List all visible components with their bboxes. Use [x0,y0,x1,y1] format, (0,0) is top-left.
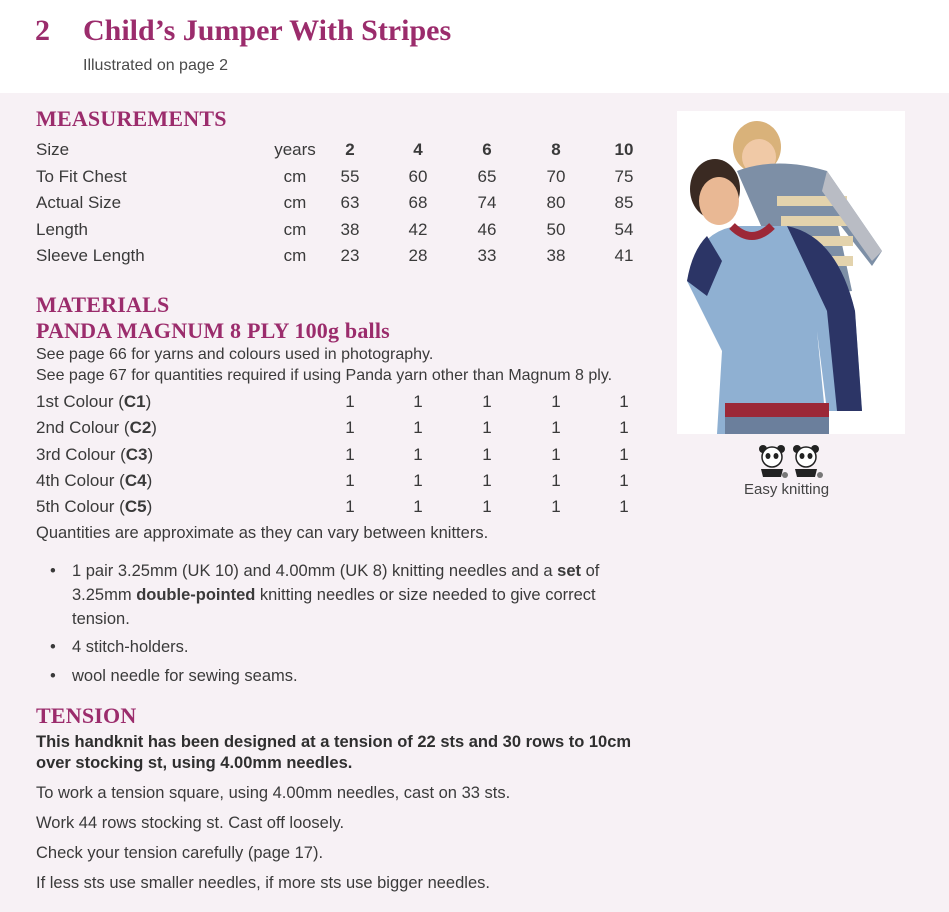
cell: 1 [345,418,355,437]
yarn-note: See page 67 for quantities required if using Panda yarn other than Magnum 8 ply. [36,367,613,384]
cell: 1 [482,418,492,437]
cell: 1 [413,418,423,437]
cell: 54 [614,220,634,239]
list-item [50,664,650,688]
tension-line: If less sts use smaller needles, if more sts use bigger needles. [36,874,490,892]
table-row [0,193,660,217]
row-label: Size [36,140,70,159]
cell: 23 [340,246,360,265]
cell: 68 [408,193,428,212]
table-row [0,246,660,270]
cell: 1 [551,497,561,516]
row-unit: cm [283,220,307,239]
table-row [0,392,660,416]
cell: 1 [551,392,561,411]
yarn-note: See page 66 for yarns and colours used in photography. [36,346,434,363]
list-item [50,635,650,659]
table-row [0,471,660,495]
photo-illustration [677,111,905,434]
cell: 41 [614,246,634,265]
easy-knitting-panda-icons [755,443,825,479]
row-unit: cm [283,193,307,212]
list-item-text: 1 pair 3.25mm (UK 10) and 4.00mm (UK 8) knitting needles and a set of 3.25mm double-pointed knitting needles or size needed to give correct tension. [72,562,600,628]
tension-heading: TENSION [36,703,137,728]
row-label: To Fit Chest [36,167,127,186]
page-title: Child’s Jumper With Stripes [83,14,452,47]
list-item [50,559,650,631]
cell: 70 [546,167,566,186]
row-unit: cm [283,167,307,186]
cell: 4 [413,140,423,159]
cell: 1 [482,445,492,464]
bullet-icon: • [50,638,56,656]
tension-summary: This handknit has been designed at a tension of 22 sts and 30 rows to 10cm over stocking st, using 4.00mm needles. [36,733,632,772]
cell: 2 [345,140,355,159]
cell: 63 [340,193,360,212]
cell: 38 [340,220,360,239]
cell: 33 [477,246,497,265]
row-label: 3rd Colour (C3) [36,445,154,464]
cell: 80 [546,193,566,212]
cell: 46 [477,220,497,239]
list-item-text: wool needle for sewing seams. [72,667,298,685]
cell: 1 [413,471,423,490]
cell: 1 [619,392,629,411]
cell: 8 [551,140,561,159]
cell: 1 [619,418,629,437]
cell: 1 [482,471,492,490]
table-row [0,167,660,191]
cell: 1 [482,392,492,411]
cell: 1 [345,392,355,411]
cell: 1 [619,445,629,464]
cell: 1 [482,497,492,516]
bullet-icon: • [50,667,56,685]
panda-icon [755,443,825,479]
cell: 55 [340,167,360,186]
cell: 1 [413,392,423,411]
bullet-icon: • [50,562,56,580]
cell: 1 [345,445,355,464]
table-row [0,445,660,469]
row-label: 2nd Colour (C2) [36,418,157,437]
cell: 1 [551,471,561,490]
cell: 1 [345,471,355,490]
cell: 50 [546,220,566,239]
page-header [0,0,949,93]
materials-heading: MATERIALS [36,292,170,317]
cell: 6 [482,140,492,159]
cell: 1 [551,418,561,437]
tension-line: Check your tension carefully (page 17). [36,844,324,862]
cell: 65 [477,167,497,186]
cell: 75 [614,167,634,186]
cell: 1 [551,445,561,464]
cell: 85 [614,193,634,212]
row-unit: years [274,140,316,159]
cell: 42 [408,220,428,239]
cell: 1 [345,497,355,516]
tension-line: Work 44 rows stocking st. Cast off loosely. [36,814,345,832]
row-label: 4th Colour (C4) [36,471,153,490]
cell: 1 [619,497,629,516]
cell: 1 [413,445,423,464]
list-item-text: 4 stitch-holders. [72,638,189,656]
cell: 60 [408,167,428,186]
table-row [0,140,660,164]
yarn-heading: PANDA MAGNUM 8 PLY 100g balls [36,318,390,343]
table-row [0,497,660,521]
difficulty-label: Easy knitting [744,481,830,498]
row-label: Length [36,220,88,239]
cell: 1 [619,471,629,490]
cell: 28 [408,246,428,265]
tension-line: To work a tension square, using 4.00mm needles, cast on 33 sts. [36,784,511,802]
row-unit: cm [283,246,307,265]
cell: 10 [614,140,634,159]
quantities-note: Quantities are approximate as they can vary between knitters. [36,524,489,542]
table-row [0,418,660,442]
row-label: Sleeve Length [36,246,145,265]
cell: 1 [413,497,423,516]
row-label: 1st Colour (C1) [36,392,152,411]
jumper-photo [677,111,905,434]
pattern-number: 2 [35,14,50,47]
cell: 38 [546,246,566,265]
table-row [0,220,660,244]
row-label: 5th Colour (C5) [36,497,153,516]
measurements-heading: MEASUREMENTS [36,106,227,131]
cell: 74 [477,193,497,212]
row-label: Actual Size [36,193,122,212]
page-subtitle: Illustrated on page 2 [83,57,228,74]
